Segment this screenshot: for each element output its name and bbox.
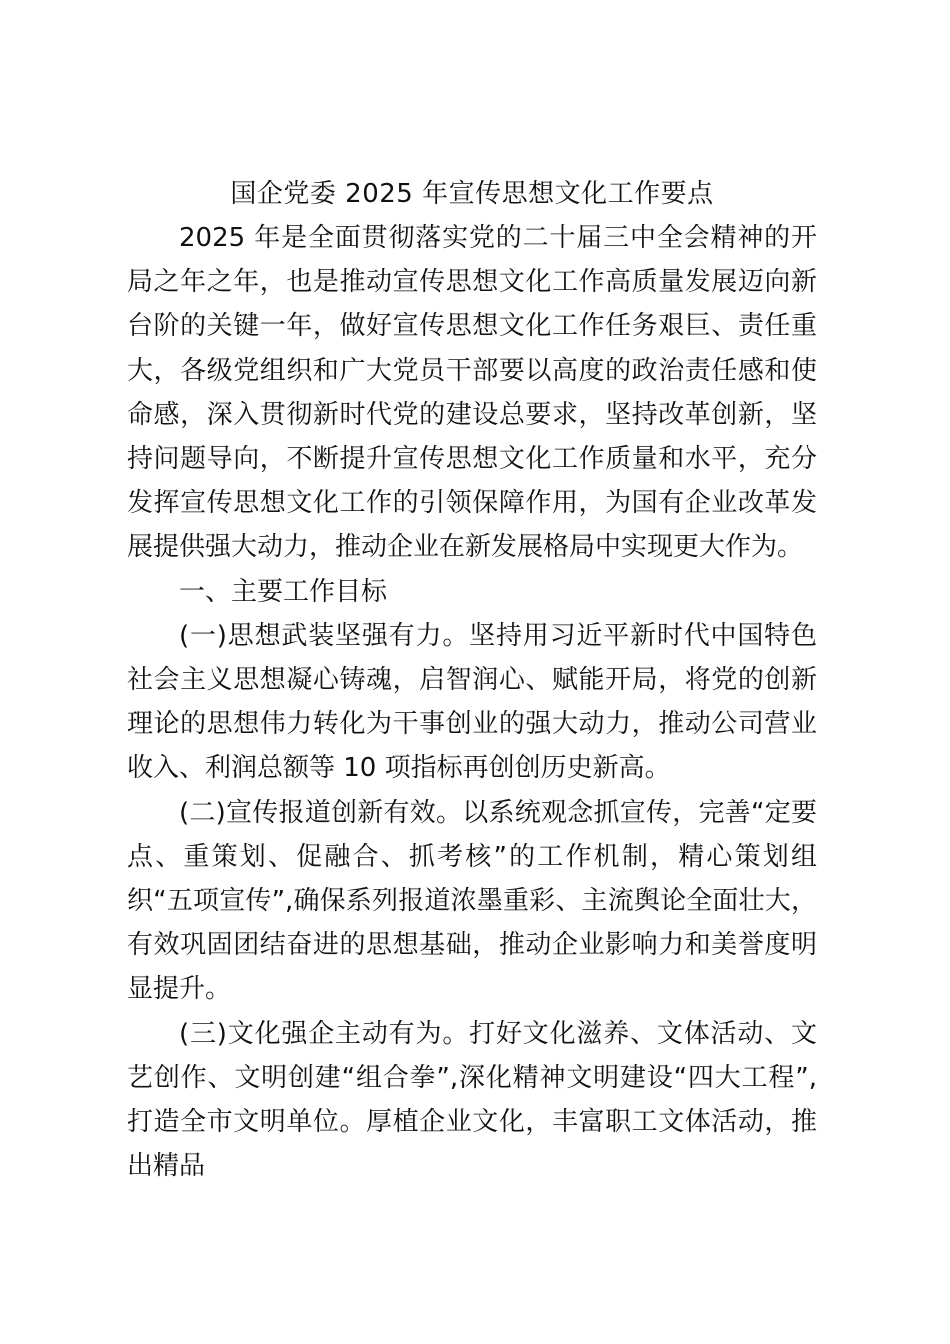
document-page	[127, 172, 817, 1188]
section-heading: 一、主要工作目标	[179, 576, 388, 607]
document-title: 国企党委 2025 年宣传思想文化工作要点	[230, 179, 714, 209]
goal-item-3: (三)文化强企主动有为。打好文化滋养、文体活动、文艺创作、文明创建“组合拳”,深化精神文明建设“四大工程”,打造全市文明单位。厚植企业文化，丰富职工文体活动，推出精品	[127, 1018, 817, 1182]
intro-paragraph: 2025 年是全面贯彻落实党的二十届三中全会精神的开局之年之年，也是推动宣传思想文化工作高质量发展迈向新台阶的关键一年，做好宣传思想文化工作任务艰巨、责任重大，各级党组织和广大党员干部要以高度的政治责任感和使命感，深入贯彻新时代党的建设总要求，坚持改革创新，坚持问题导向，不断提升宣传思想文化工作质量和水平，充分发挥宣传思想文化工作的引领保障作用，为国有企业改革发展提供强大动力，推动企业在新发展格局中实现更大作为。	[127, 223, 817, 563]
goal-item-2: (二)宣传报道创新有效。以系统观念抓宣传，完善“定要点、重策划、促融合、抓考核”的工作机制，精心策划组织“五项宣传”,确保系列报道浓墨重彩、主流舆论全面壮大，有效巩固团结奋进的思想基础，推动企业影响力和美誉度明显提升。	[127, 797, 817, 1005]
goal-item-1: (一)思想武装坚强有力。坚持用习近平新时代中国特色社会主义思想凝心铸魂，启智润心、赋能开局，将党的创新理论的思想伟力转化为干事创业的强大动力，推动公司营业收入、利润总额等 10 项指标再创创历史新高。	[127, 620, 817, 784]
